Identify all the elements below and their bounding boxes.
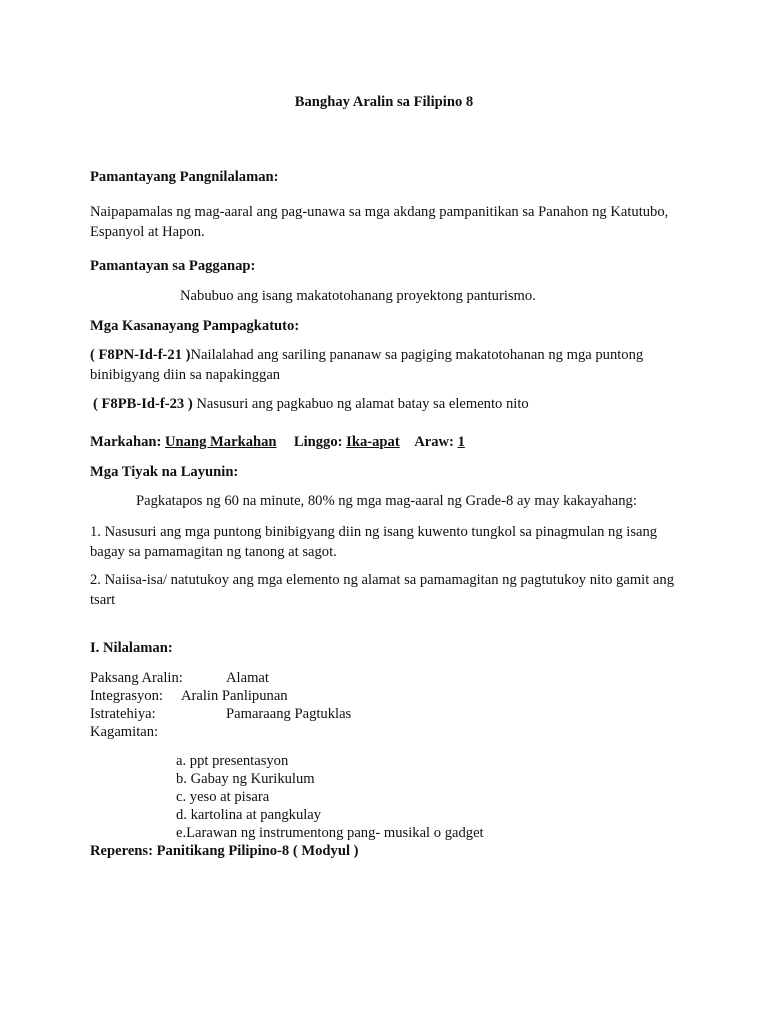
kasanayan-1-text: Nailalahad ang sariling pananaw sa pagiging makatotohanan ng mga puntong binibigyang diin sa napakinggan — [90, 347, 644, 383]
paksa-value: Alamat — [226, 670, 269, 686]
pamantayang-text: Naipapamalas ng mag-aaral ang pag-unawa sa mga akdang pampanitikan sa Panahon ng Katutubo, Espanyol at Hapon. — [90, 204, 669, 240]
araw-label: Araw: — [414, 434, 454, 450]
kasanayan-heading: Mga Kasanayang Pampagkatuto: — [90, 318, 300, 334]
paksa-label: Paksang Aralin: — [90, 670, 183, 686]
linggo-label: Linggo: — [293, 434, 343, 450]
document-title: Banghay Aralin sa Filipino 8 — [294, 94, 474, 110]
integrasyon-value: Aralin Panlipunan — [181, 688, 288, 704]
istratehiya-value: Pamaraang Pagtuklas — [226, 706, 352, 722]
kasanayan-2-text: Nasusuri ang pagkabuo ng alamat batay sa elemento nito — [192, 396, 529, 412]
layunin-heading: Mga Tiyak na Layunin: — [90, 464, 239, 480]
istratehiya-label: Istratehiya: — [90, 706, 156, 722]
kasanayan-1-code: ( F8PN-Id-f-21 ) — [90, 347, 191, 363]
reperens: Reperens: Panitikang Pilipino-8 ( Modyul ) — [90, 843, 359, 859]
kagamitan-item: b. Gabay ng Kurikulum — [176, 771, 315, 787]
kagamitan-label: Kagamitan: — [90, 724, 159, 740]
linggo-value: Ika-apat — [346, 434, 400, 450]
integrasyon-label: Integrasyon: — [90, 688, 163, 704]
markahan-line — [90, 434, 465, 451]
kasanayan-item-1 — [90, 346, 690, 385]
pagganap-text: Nabubuo ang isang makatotohanang proyektong panturismo. — [180, 288, 536, 304]
nilalaman-heading: I. Nilalaman: — [90, 640, 173, 656]
pagganap-heading: Pamantayan sa Pagganap: — [90, 258, 256, 274]
kasanayan-2-code: ( F8PB-Id-f-23 ) — [93, 396, 193, 412]
layunin-item-2: 2. Naiisa-isa/ natutukoy ang mga elemento ng alamat sa pamamagitan ng pagtutukoy nito gamit ang tsart — [90, 572, 675, 608]
araw-value: 1 — [457, 434, 465, 450]
kagamitan-item: a. ppt presentasyon — [176, 753, 289, 769]
layunin-intro: Pagkatapos ng 60 na minute, 80% ng mga mag-aaral ng Grade-8 ay may kakayahang: — [136, 493, 637, 509]
kagamitan-item: e.Larawan ng instrumentong pang- musikal o gadget — [176, 825, 484, 841]
markahan-value: Unang Markahan — [165, 434, 277, 450]
markahan-label: Markahan: — [90, 434, 162, 450]
kagamitan-item: c. yeso at pisara — [176, 789, 270, 805]
kagamitan-item: d. kartolina at pangkulay — [176, 807, 322, 823]
kasanayan-item-2 — [93, 396, 529, 413]
pamantayang-heading: Pamantayang Pangnilalaman: — [90, 169, 279, 185]
layunin-item-1: 1. Nasusuri ang mga puntong binibigyang diin ng isang kuwento tungkol sa pinagmulan ng isang bagay sa pamamagitan ng tanong at sagot. — [90, 524, 658, 560]
